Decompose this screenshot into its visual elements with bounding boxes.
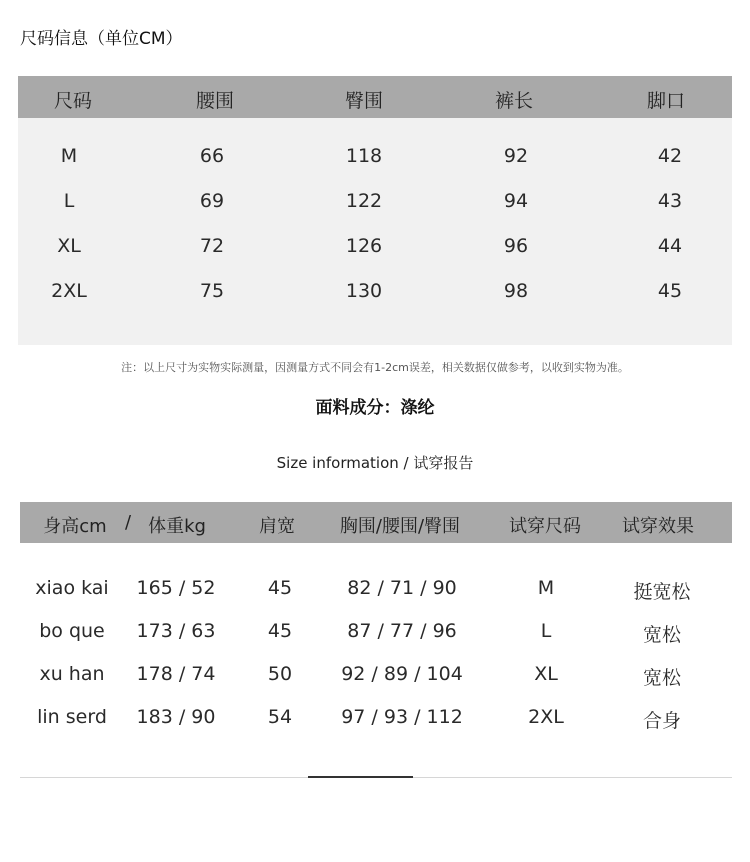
table-cell: L: [540, 620, 552, 642]
header-fit-effect: 试穿效果: [622, 516, 694, 537]
table-cell: 126: [345, 235, 383, 257]
table-cell: 2XL: [528, 706, 564, 728]
table-cell: 69: [199, 190, 225, 212]
table-cell: 87 / 77 / 96: [347, 620, 457, 642]
page-title: 尺码信息（单位CM）: [20, 29, 183, 49]
table-cell: XL: [57, 235, 81, 257]
table-cell: 96: [503, 235, 529, 257]
table-cell: 173 / 63: [136, 620, 216, 642]
table-cell: 宽松: [642, 667, 682, 689]
table-cell: 43: [657, 190, 683, 212]
bottom-divider-accent: [308, 776, 413, 778]
table-cell: 82 / 71 / 90: [347, 577, 457, 599]
fit-table-body: [0, 543, 750, 743]
header-weight: 体重kg: [148, 516, 206, 537]
table-cell: lin serd: [37, 706, 107, 728]
header-shoulder: 肩宽: [259, 516, 295, 537]
table-cell: 合身: [642, 710, 682, 732]
header-length: 裤长: [494, 90, 534, 112]
table-cell: 挺宽松: [633, 581, 691, 603]
header-separator: /: [124, 512, 132, 533]
table-cell: 118: [345, 145, 383, 167]
fabric-composition: 面料成分：涤纶: [315, 398, 435, 418]
header-hip: 臀围: [344, 90, 384, 112]
table-cell: 130: [345, 280, 383, 302]
size-table-body: [18, 118, 732, 345]
header-size: 尺码: [53, 90, 93, 112]
table-cell: 94: [503, 190, 529, 212]
size-table-header: [18, 76, 732, 118]
table-cell: 165 / 52: [136, 577, 216, 599]
table-cell: M: [60, 145, 78, 167]
table-cell: 97 / 93 / 112: [341, 706, 463, 728]
table-cell: 178 / 74: [136, 663, 216, 685]
table-cell: L: [63, 190, 75, 212]
table-cell: 92 / 89 / 104: [341, 663, 463, 685]
header-height: 身高cm: [43, 516, 107, 537]
table-cell: 66: [199, 145, 225, 167]
table-cell: 45: [267, 620, 293, 642]
table-cell: 2XL: [51, 280, 87, 302]
table-cell: bo que: [39, 620, 105, 642]
table-cell: 122: [345, 190, 383, 212]
header-waist: 腰围: [195, 90, 235, 112]
table-cell: xiao kai: [35, 577, 109, 599]
table-cell: 54: [267, 706, 293, 728]
table-cell: 宽松: [642, 624, 682, 646]
table-cell: xu han: [39, 663, 105, 685]
fit-table-header: [20, 502, 732, 543]
table-cell: 98: [503, 280, 529, 302]
header-hem: 脚口: [646, 90, 686, 112]
table-cell: 45: [267, 577, 293, 599]
table-cell: 42: [657, 145, 683, 167]
table-cell: 44: [657, 235, 683, 257]
table-cell: 75: [199, 280, 225, 302]
header-fit-size: 试穿尺码: [509, 516, 581, 537]
table-cell: 45: [657, 280, 683, 302]
size-information-heading: Size information / 试穿报告: [276, 454, 474, 472]
table-cell: 92: [503, 145, 529, 167]
header-measurements: 胸围/腰围/臀围: [339, 516, 461, 537]
table-cell: 183 / 90: [136, 706, 216, 728]
table-cell: 72: [199, 235, 225, 257]
measurement-note: 注：以上尺寸为实物实际测量，因测量方式不同会有1-2cm误差，相关数据仅做参考，以收到实物为准。: [121, 361, 629, 374]
table-cell: XL: [534, 663, 558, 685]
table-cell: 50: [267, 663, 293, 685]
table-cell: M: [537, 577, 555, 599]
